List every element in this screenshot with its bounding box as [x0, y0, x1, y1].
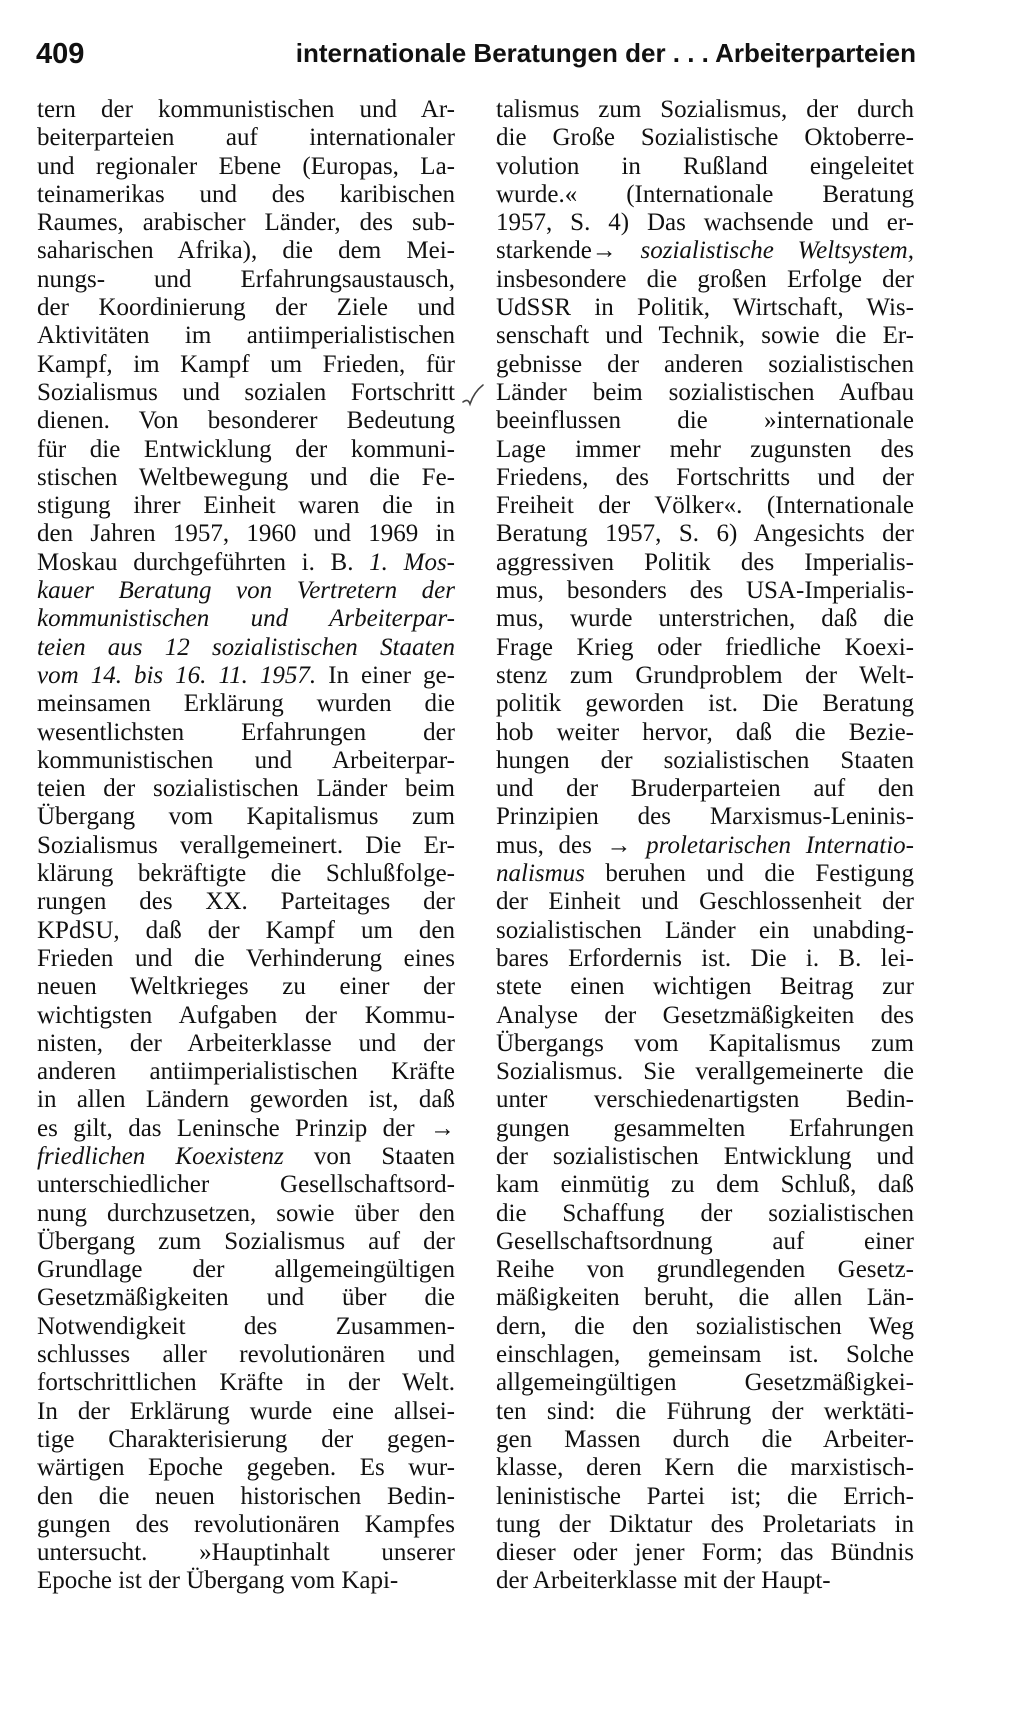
text-line: neuen Weltkrieges zu einer der — [37, 973, 455, 1001]
text-line: UdSSR in Politik, Wirtschaft, Wis- — [496, 294, 914, 322]
text-line: für die Entwicklung der kommuni- — [37, 435, 455, 463]
text-line: gen Massen durch die Arbeiter- — [496, 1425, 914, 1453]
text-line: KPdSU, daß der Kampf um den — [37, 916, 455, 944]
text-line: sozialistischen Länder ein unabding- — [496, 916, 914, 944]
text-line: Sozialismus verallgemeinert. Die Er- — [37, 831, 455, 859]
text-line: volution in Rußland eingeleitet — [496, 152, 914, 180]
text-line: bares Erfordernis ist. Die i. B. lei- — [496, 944, 914, 972]
text-line: untersucht. »Hauptinhalt unserer — [37, 1539, 455, 1567]
text-line: saharischen Afrika), die dem Mei- — [37, 237, 455, 265]
text-line: Frieden und die Verhinderung eines — [37, 944, 455, 972]
text-line: schlusses aller revolutionären und — [37, 1341, 455, 1369]
text-line: wärtigen Epoche gegeben. Es wur- — [37, 1454, 455, 1482]
text-line: stischen Weltbewegung und die Fe- — [37, 463, 455, 491]
text-line: den die neuen historischen Bedin- — [37, 1482, 455, 1510]
text-line: kommunistischen und Arbeiterpar- — [37, 746, 455, 774]
text-line: teien der sozialistischen Länder beim — [37, 775, 455, 803]
text-line: den Jahren 1957, 1960 und 1969 in — [37, 520, 455, 548]
text-line: tige Charakterisierung der gegen- — [37, 1425, 455, 1453]
text-line: gungen gesammelten Erfahrungen — [496, 1114, 914, 1142]
text-line: Moskau durchgeführten i. B. 1. Mos- — [37, 548, 455, 576]
text-line: Aktivitäten im antiimperialistischen — [37, 322, 455, 350]
text-line: nalismus beruhen und die Festigung — [496, 860, 914, 888]
text-line: stete einen wichtigen Beitrag zur — [496, 973, 914, 1001]
text-line: Übergangs vom Kapitalismus zum — [496, 1029, 914, 1057]
text-line: allgemeingültigen Gesetzmäßigkei- — [496, 1369, 914, 1397]
text-line: mus, wurde unterstrichen, daß die — [496, 605, 914, 633]
page-header — [36, 38, 916, 78]
text-line: wurde.« (Internationale Beratung — [496, 180, 914, 208]
text-line: Reihe von grundlegenden Gesetz- — [496, 1256, 914, 1284]
text-line: gebnisse der anderen sozialistischen — [496, 350, 914, 378]
text-line: dienen. Von besonderer Bedeutung — [37, 407, 455, 435]
text-line: kam einmütig zu dem Schluß, daß — [496, 1171, 914, 1199]
text-line: und regionaler Ebene (Europas, La- — [37, 152, 455, 180]
text-line: Grundlage der allgemeingültigen — [37, 1256, 455, 1284]
text-line: die Schaffung der sozialistischen — [496, 1199, 914, 1227]
text-line: in allen Ländern geworden ist, daß — [37, 1086, 455, 1114]
text-line: mus, besonders des USA-Imperialis- — [496, 577, 914, 605]
right-text-column — [496, 96, 914, 1596]
text-line: Analyse der Gesetzmäßigkeiten des — [496, 1001, 914, 1029]
text-line: vom 14. bis 16. 11. 1957. In einer ge- — [37, 661, 455, 689]
text-line: tung der Diktatur des Proletariats in — [496, 1510, 914, 1538]
margin-check-mark — [460, 382, 486, 408]
text-line: nung durchzusetzen, sowie über den — [37, 1199, 455, 1227]
text-line: Lage immer mehr zugunsten des — [496, 435, 914, 463]
text-line: beiterparteien auf internationaler — [37, 124, 455, 152]
text-line: der Arbeiterklasse mit der Haupt- — [496, 1567, 831, 1595]
text-line: meinsamen Erklärung wurden die — [37, 690, 455, 718]
text-line: hungen der sozialistischen Staaten — [496, 746, 914, 774]
text-line: unter verschiedenartigsten Bedin- — [496, 1086, 914, 1114]
text-line: kauer Beratung von Vertretern der — [37, 577, 455, 605]
text-line: hob weiter hervor, daß die Bezie- — [496, 718, 914, 746]
text-line: Übergang zum Sozialismus auf der — [37, 1227, 455, 1255]
text-line: rungen des XX. Parteitages der — [37, 888, 455, 916]
text-line: Notwendigkeit des Zusammen- — [37, 1312, 455, 1340]
text-line: klärung bekräftigte die Schlußfolge- — [37, 860, 455, 888]
text-line: Übergang vom Kapitalismus zum — [37, 803, 455, 831]
text-line: beeinflussen die »internationale — [496, 407, 914, 435]
text-line: teinamerikas und des karibischen — [37, 180, 455, 208]
text-line: Länder beim sozialistischen Aufbau — [496, 378, 914, 406]
text-line: starkende→ sozialistische Weltsystem, — [496, 237, 914, 265]
text-line: 1957, S. 4) Das wachsende und er- — [496, 209, 914, 237]
text-line: dern, die den sozialistischen Weg — [496, 1312, 914, 1340]
text-line: In der Erklärung wurde eine allsei- — [37, 1397, 455, 1425]
text-line: dieser oder jener Form; das Bündnis — [496, 1539, 914, 1567]
text-line: und der Bruderparteien auf den — [496, 775, 914, 803]
text-line: nisten, der Arbeiterklasse und der — [37, 1029, 455, 1057]
text-line: insbesondere die großen Erfolge der — [496, 265, 914, 293]
text-line: mäßigkeiten beruht, die allen Län- — [496, 1284, 914, 1312]
text-line: nungs- und Erfahrungsaustausch, — [37, 265, 455, 293]
text-line: Kampf, im Kampf um Frieden, für — [37, 350, 455, 378]
text-line: teien aus 12 sozialistischen Staaten — [37, 633, 455, 661]
text-line: Gesellschaftsordnung auf einer — [496, 1227, 914, 1255]
text-line: Sozialismus. Sie verallgemeinerte die — [496, 1058, 914, 1086]
text-line: Gesetzmäßigkeiten und über die — [37, 1284, 455, 1312]
text-line: fortschrittlichen Kräfte in der Welt. — [37, 1369, 455, 1397]
text-line: Raumes, arabischer Länder, des sub- — [37, 209, 455, 237]
text-line: der Einheit und Geschlossenheit der — [496, 888, 914, 916]
text-line: Prinzipien des Marxismus-Leninis- — [496, 803, 914, 831]
text-line: talismus zum Sozialismus, der durch — [496, 96, 914, 123]
text-line: wesentlichsten Erfahrungen der — [37, 718, 455, 746]
page-number: 409 — [36, 38, 85, 70]
text-line: der Koordinierung der Ziele und — [37, 294, 455, 322]
text-line: der sozialistischen Entwicklung und — [496, 1142, 914, 1170]
text-line: leninistische Partei ist; die Errich- — [496, 1482, 914, 1510]
text-line: es gilt, das Leninsche Prinzip der → — [37, 1114, 455, 1142]
text-line: Epoche ist der Übergang vom Kapi- — [37, 1567, 399, 1595]
left-text-column — [37, 96, 455, 1596]
text-line: mus, des → proletarischen Internatio- — [496, 831, 914, 859]
text-line: politik geworden ist. Die Beratung — [496, 690, 914, 718]
text-line: Frage Krieg oder friedliche Koexi- — [496, 633, 914, 661]
text-line: ten sind: die Führung der werktäti- — [496, 1397, 914, 1425]
text-line: tern der kommunistischen und Ar- — [37, 96, 455, 123]
running-head: internationale Beratungen der . . . Arbeiterparteien — [295, 38, 916, 68]
text-line: anderen antiimperialistischen Kräfte — [37, 1058, 455, 1086]
text-line: friedlichen Koexistenz von Staaten — [37, 1142, 455, 1170]
text-line: kommunistischen und Arbeiterpar- — [37, 605, 455, 633]
text-line: Beratung 1957, S. 6) Angesichts der — [496, 520, 914, 548]
text-line: Sozialismus und sozialen Fortschritt — [37, 378, 455, 406]
text-line: wichtigsten Aufgaben der Kommu- — [37, 1001, 455, 1029]
text-line: senschaft und Technik, sowie die Er- — [496, 322, 914, 350]
text-line: unterschiedlicher Gesellschaftsord- — [37, 1171, 455, 1199]
text-line: stigung ihrer Einheit waren die in — [37, 492, 455, 520]
text-line: Friedens, des Fortschritts und der — [496, 463, 914, 491]
text-line: Freiheit der Völker«. (Internationale — [496, 492, 914, 520]
text-line: einschlagen, gemeinsam ist. Solche — [496, 1341, 914, 1369]
text-line: aggressiven Politik des Imperialis- — [496, 548, 914, 576]
text-line: die Große Sozialistische Oktoberre- — [496, 124, 914, 152]
text-line: stenz zum Grundproblem der Welt- — [496, 661, 914, 689]
text-line: klasse, deren Kern die marxistisch- — [496, 1454, 914, 1482]
text-line: gungen des revolutionären Kampfes — [37, 1510, 455, 1538]
